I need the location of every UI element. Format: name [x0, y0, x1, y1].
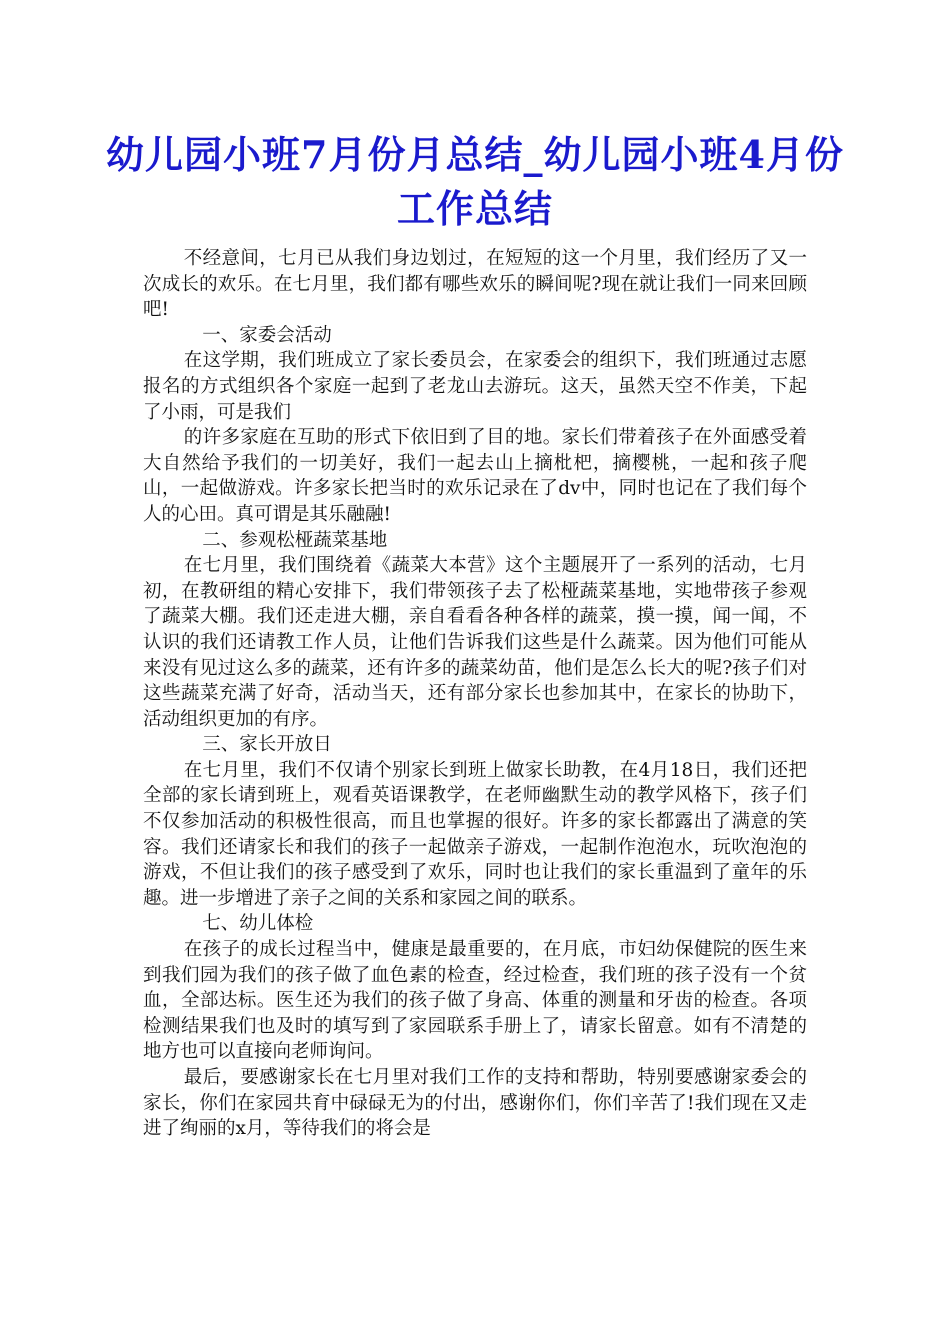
section-heading-open-day: 三、家长开放日: [202, 734, 332, 756]
paragraph-closing: 最后，要感谢家长在七月里对我们工作的支持和帮助，特别要感谢家委会的家长，你们在家园共育中碌碌无为的付出，感谢你们，你们辛苦了!我们现在又走进了绚丽的x月，等待我们的将会是: [143, 1067, 807, 1140]
paragraph: 在这学期，我们班成立了家长委员会，在家委会的组织下，我们班通过志愿报名的方式组织各个家庭一起到了老龙山去游玩。这天，虽然天空不作美，下起了小雨，可是我们: [143, 350, 807, 423]
section-heading-vegetable-base: 二、参观松桠蔬菜基地: [202, 529, 388, 551]
paragraph-intro: 不经意间，七月已从我们身边划过，在短短的这一个月里，我们经历了又一次成长的欢乐。在七月里，我们都有哪些欢乐的瞬间呢?现在就让我们一同来回顾吧!: [143, 248, 807, 321]
paragraph: 在七月里，我们不仅请个别家长到班上做家长助教，在4月18日，我们还把全部的家长请到班上，观看英语课教学，在老师幽默生动的教学风格下，孩子们不仅参加活动的积极性很高，而且也掌握的很好。许多的家长都露出了满意的笑容。我们还请家长和我们的孩子一起做亲子游戏，一起制作泡泡水，玩吹泡泡的游戏，不但让我们的孩子感受到了欢乐，同时也让我们的家长重温到了童年的乐趣。进一步增进了亲子之间的关系和家园之间的联系。: [143, 759, 807, 909]
paragraph: 的许多家庭在互助的形式下依旧到了目的地。家长们带着孩子在外面感受着大自然给予我们的一切美好，我们一起去山上摘枇杷，摘樱桃，一起和孩子爬山，一起做游戏。许多家长把当时的欢乐记录在了dv中，同时也记在了我们每个人的心田。真可谓是其乐融融!: [143, 427, 807, 525]
section-heading-parent-committee: 一、家委会活动: [202, 324, 332, 346]
paragraph: 在孩子的成长过程当中，健康是最重要的，在月底，市妇幼保健院的医生来到我们园为我们的孩子做了血色素的检查，经过检查，我们班的孩子没有一个贫血，全部达标。医生还为我们的孩子做了身高、体重的测量和牙齿的检查。各项检测结果我们也及时的填写到了家园联系手册上了，请家长留意。如有不清楚的地方也可以直接向老师询问。: [143, 939, 807, 1063]
document-body: [143, 246, 807, 1142]
paragraph: 在七月里，我们围绕着《蔬菜大本营》这个主题展开了一系列的活动，七月初，在教研组的精心安排下，我们带领孩子去了松桠蔬菜基地，实地带孩子参观了蔬菜大棚。我们还走进大棚，亲自看看各种各样的蔬菜，摸一摸，闻一闻，不认识的我们还请教工作人员，让他们告诉我们这些是什么蔬菜。因为他们可能从来没有见过这么多的蔬菜，还有许多的蔬菜幼苗，他们是怎么长大的呢?孩子们对这些蔬菜充满了好奇，活动当天，还有部分家长也参加其中，在家长的协助下，活动组织更加的有序。: [143, 555, 807, 730]
document-title: 幼儿园小班7月份月总结_幼儿园小班4月份工作总结: [106, 132, 844, 231]
section-heading-health-check: 七、幼儿体检: [202, 913, 314, 935]
